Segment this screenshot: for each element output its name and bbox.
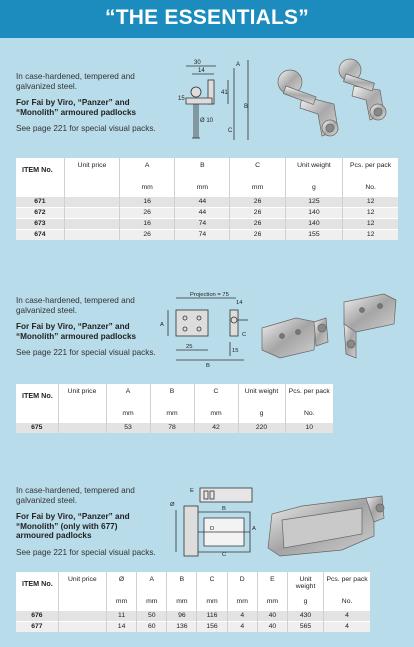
dim-diameter: Ø — [170, 502, 175, 508]
col-unit-price: Unit price — [58, 572, 106, 594]
value-a: 50 — [137, 610, 167, 621]
value-a: 16 — [120, 218, 175, 229]
page-title: “THE ESSENTIALS” — [105, 6, 309, 29]
section-1-spec-table — [16, 158, 398, 240]
pcs-per-pack: 4 — [324, 621, 370, 632]
table-row — [16, 621, 370, 632]
dim-c: C — [222, 552, 227, 558]
section-2-description — [16, 296, 156, 358]
col-pcs-per-pack: Pcs. per pack — [324, 572, 370, 594]
section-2-intro: In case-hardened, tempered and galvanized steel. — [16, 296, 135, 315]
value-c: 26 — [230, 218, 285, 229]
value-b: 44 — [175, 196, 230, 207]
dim-25: 25 — [186, 344, 193, 350]
value-c: 156 — [197, 621, 227, 632]
dim-projection: Projection = 75 — [190, 292, 229, 298]
unit-cell: mm — [106, 406, 150, 422]
pcs-per-pack: 12 — [343, 218, 398, 229]
col-a: A — [120, 158, 175, 180]
unit-cell — [16, 180, 64, 196]
section-3-description — [16, 486, 156, 557]
dim-diameter: Ø 10 — [200, 118, 214, 124]
pcs-per-pack: 10 — [285, 422, 333, 433]
value-b: 44 — [175, 207, 230, 218]
value-a: 26 — [120, 229, 175, 240]
value-b: 96 — [167, 610, 197, 621]
value-a: 26 — [120, 207, 175, 218]
section-1-technical-drawing — [172, 58, 262, 146]
unit-cell: mm — [257, 594, 287, 610]
table-row — [16, 207, 398, 218]
dim-30: 30 — [194, 60, 201, 66]
col-item-no: ITEM No. — [16, 158, 64, 180]
unit-cell: No. — [285, 406, 333, 422]
unit-cell: g — [287, 594, 323, 610]
unit-cell: mm — [175, 180, 230, 196]
col-d: D — [227, 572, 257, 594]
col-b: B — [150, 384, 194, 406]
section-2-spec-table — [16, 384, 333, 433]
section-2-product-photo — [256, 288, 406, 362]
unit-cell: mm — [150, 406, 194, 422]
dim-15: 15 — [178, 96, 185, 102]
unit-cell: g — [238, 406, 285, 422]
pcs-per-pack: 4 — [324, 610, 370, 621]
unit-cell: g — [285, 180, 343, 196]
value-e: 40 — [257, 610, 287, 621]
section-3-note: See page 221 for special visual packs. — [16, 547, 156, 557]
unit-cell: mm — [167, 594, 197, 610]
item-number: 673 — [16, 218, 64, 229]
unit-weight: 125 — [285, 196, 343, 207]
col-unit-price: Unit price — [58, 384, 106, 406]
section-2-compatibility: For Fai by Viro, “Panzer” and “Monolith” armoured padlocks — [16, 322, 137, 341]
table-row — [16, 422, 333, 433]
item-number: 671 — [16, 196, 64, 207]
section-3-intro: In case-hardened, tempered and galvanized steel. — [16, 486, 135, 505]
dim-15: 15 — [232, 348, 239, 354]
section-1-intro: In case-hardened, tempered and galvanized steel. — [16, 72, 135, 91]
section-3-compatibility: For Fai by Viro, “Panzer” and “Monolith” (only with 677) armoured padlocks — [16, 512, 130, 540]
section-2-technical-drawing — [156, 290, 256, 368]
dim-d: D — [210, 526, 215, 532]
col-pcs-per-pack: Pcs. per pack — [343, 158, 398, 180]
section-1-product-photo — [272, 56, 406, 142]
unit-cell: mm — [194, 406, 238, 422]
unit-cell: mm — [227, 594, 257, 610]
col-diameter: Ø — [107, 572, 137, 594]
col-unit-weight: Unit weight — [287, 572, 323, 594]
unit-price — [58, 610, 106, 621]
value-c: 42 — [194, 422, 238, 433]
item-number: 676 — [16, 610, 58, 621]
pcs-per-pack: 12 — [343, 196, 398, 207]
unit-cell: mm — [107, 594, 137, 610]
section-2-note: See page 221 for special visual packs. — [16, 348, 156, 357]
unit-cell: No. — [324, 594, 370, 610]
table-row — [16, 229, 398, 240]
col-item-no: ITEM No. — [16, 572, 58, 594]
dim-14: 14 — [198, 68, 205, 74]
value-c: 26 — [230, 207, 285, 218]
dim-14: 14 — [236, 300, 243, 306]
unit-cell — [58, 594, 106, 610]
section-1-description — [16, 72, 156, 134]
section-3-technical-drawing — [166, 482, 258, 558]
section-3-product-photo — [262, 488, 406, 558]
col-unit-price: Unit price — [64, 158, 119, 180]
unit-price — [64, 229, 119, 240]
col-e: E — [257, 572, 287, 594]
section-1-compatibility: For Fai by Viro, “Panzer” and “Monolith” armoured padlocks — [16, 98, 137, 117]
item-number: 672 — [16, 207, 64, 218]
unit-cell — [16, 406, 58, 422]
col-item-no: ITEM No. — [16, 384, 58, 406]
unit-cell: mm — [120, 180, 175, 196]
item-number: 674 — [16, 229, 64, 240]
dim-c: C — [228, 128, 233, 134]
unit-cell: mm — [197, 594, 227, 610]
unit-weight: 565 — [287, 621, 323, 632]
dim-b: B — [222, 506, 226, 512]
dim-a: A — [236, 62, 241, 68]
dim-b: B — [206, 363, 210, 368]
value-c: 26 — [230, 196, 285, 207]
value-a: 53 — [106, 422, 150, 433]
unit-weight: 220 — [238, 422, 285, 433]
col-c: C — [194, 384, 238, 406]
dim-a: A — [160, 322, 164, 328]
unit-cell — [58, 406, 106, 422]
unit-weight: 140 — [285, 218, 343, 229]
unit-price — [64, 196, 119, 207]
value-b: 74 — [175, 229, 230, 240]
value-b: 136 — [167, 621, 197, 632]
value-diameter: 14 — [107, 621, 137, 632]
unit-weight: 430 — [287, 610, 323, 621]
section-3-spec-table — [16, 572, 370, 632]
col-unit-weight: Unit weight — [285, 158, 343, 180]
pcs-per-pack: 12 — [343, 229, 398, 240]
section-1-note: See page 221 for special visual packs. — [16, 124, 156, 133]
unit-cell: No. — [343, 180, 398, 196]
col-b: B — [175, 158, 230, 180]
dim-a: A — [252, 526, 256, 532]
unit-price — [58, 422, 106, 433]
col-a: A — [106, 384, 150, 406]
table-row — [16, 610, 370, 621]
unit-cell: mm — [137, 594, 167, 610]
unit-weight: 155 — [285, 229, 343, 240]
col-a: A — [137, 572, 167, 594]
value-d: 4 — [227, 610, 257, 621]
unit-price — [58, 621, 106, 632]
col-b: B — [167, 572, 197, 594]
col-pcs-per-pack: Pcs. per pack — [285, 384, 333, 406]
value-c: 116 — [197, 610, 227, 621]
value-d: 4 — [227, 621, 257, 632]
col-c: C — [197, 572, 227, 594]
value-a: 60 — [137, 621, 167, 632]
item-number: 677 — [16, 621, 58, 632]
value-b: 78 — [150, 422, 194, 433]
dim-e: E — [190, 488, 194, 494]
dim-41: 41 — [221, 90, 228, 96]
col-c: C — [230, 158, 285, 180]
unit-weight: 140 — [285, 207, 343, 218]
unit-price — [64, 207, 119, 218]
unit-cell — [64, 180, 119, 196]
pcs-per-pack: 12 — [343, 207, 398, 218]
item-number: 675 — [16, 422, 58, 433]
value-b: 74 — [175, 218, 230, 229]
col-unit-weight: Unit weight — [238, 384, 285, 406]
value-a: 16 — [120, 196, 175, 207]
value-c: 26 — [230, 229, 285, 240]
table-row — [16, 196, 398, 207]
page-header — [0, 0, 414, 38]
unit-price — [64, 218, 119, 229]
value-e: 40 — [257, 621, 287, 632]
unit-cell — [16, 594, 58, 610]
unit-cell: mm — [230, 180, 285, 196]
dim-c: C — [242, 332, 247, 338]
value-diameter: 11 — [107, 610, 137, 621]
dim-b: B — [244, 104, 249, 110]
table-row — [16, 218, 398, 229]
